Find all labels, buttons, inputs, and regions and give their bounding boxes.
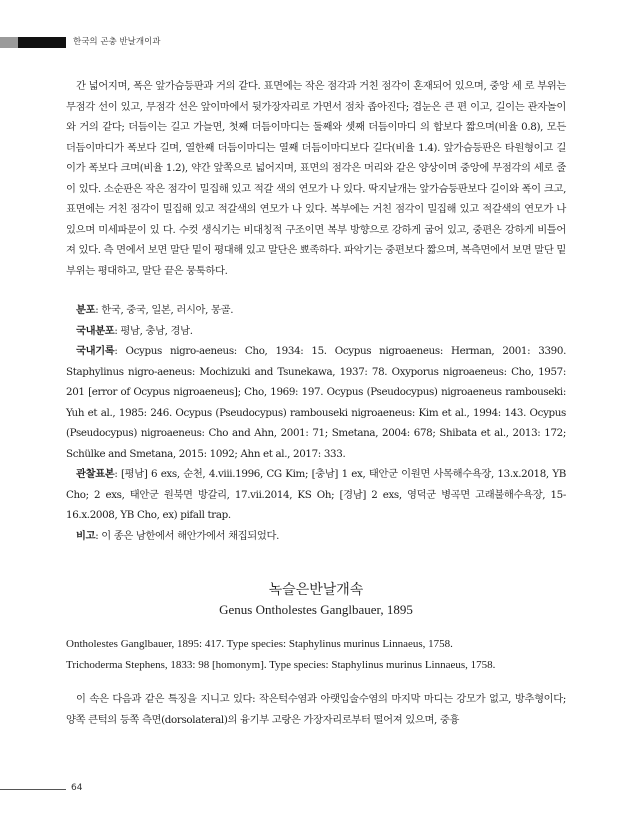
synonym-item: Trichoderma Stephens, 1833: 98 [homonym]. Type species: Staphylinus murinus Linnaeus, 1758. — [66, 658, 496, 671]
genus-description-text: 이 속은 다음과 같은 특징을 지니고 있다: 작은턱수염과 아랫입술수염의 마지막 마디는 강모가 없고, 방추형이다; 양쪽 큰턱의 등쪽 측면(dorsolateral)의 융기부 고랑은 가장자리로부터 떨어져 있으며, 중흉 — [66, 693, 566, 726]
genus-korean-title: 녹슬은반날개속 — [268, 582, 364, 598]
page-content — [66, 76, 566, 730]
footer-rule — [0, 789, 66, 790]
korean-records: 국내기록: Ocypus nigro-aeneus: Cho, 1934: 15. Ocypus nigroaeneus: Herman, 2001: 3390. Staphylinus nigro-aeneus: Mochizuki and Tsunekawa, 1937: 78. Oxyporus nigroaeneus: Cho, 1957: 201 [error of Ocypus nigroaeneus]; Cho, 1969: 197. Ocypus (Pseudocypus) nigroaeneus rambouseki: Yuh et al., 1985: 246. Ocypus (Pseudocypus) rambouseki nigroaeneus: Kim et al., 1994: 143. Ocypus (Pseudocypus) nigroaeneus: Cho and Ahn, 2001: 71; Smetana, 2004: 678; Shibata et al., 2013: 172; Schülke and Smetana, 2015: 1092; Ahn et al., 2017: 333. — [66, 345, 566, 460]
description-text: 간 넓어지며, 폭은 앞가슴등판과 거의 같다. 표면에는 작은 점각과 거친 점각이 혼재되어 있으며, 중앙 세 로 부위는 무점각 선이 있고, 무점각 선은 앞이마에서 뒷가장자리로 가면서 점차 좁아진다; 겹눈은 큰 편 이고, 길이는 관자놀이와 거의 같다; 더듬이는 길고 가늘면, 첫째 더듬이마디는 둘째와 셋째 더듬이마디 의 합보다 짧으며(비율 0.8), 모든 더듬이마디가 폭보다 길며, 열한째 더듬이마디는 열째 더듬이마디보다 길다(비율 1.4). 앞가슴등판은 타원형이고 길이가 폭보다 크며(비율 1.2), 약간 앞쪽으로 넓어지며, 표면의 점각은 머리와 같은 양상이며 중앙에 무점각의 세로 줄이 있다. 소순판은 작은 점각이 밀집해 있고 적갈 색의 연모가 나 있다. 딱지날개는 앞가슴등판보다 길이와 폭이 크고, 표면에는 거친 점각이 밀집해 있고 적갈색의 연모가 나 있다. 복부에는 거친 점각이 밀집해 있고 적갈색의 연모가 나 있으며 미세파문이 있 다. 수컷 생식기는 비대칭적 구조이면 복부 방향으로 강하게 굽어 있고, 중편은 강하게 비틀어져 있다. 측 면에서 보면 말단 밑이 평대해 있고 말단은 뾰족하다. 파악기는 중편보다 짧으며, 복측면에서 보면 말단 밑 부위는 평대하고, 말단 끝은 뭉툭하다. — [66, 80, 566, 277]
distribution: 분포: 한국, 중국, 일본, 러시아, 몽골. — [76, 304, 234, 316]
description-paragraph — [66, 76, 566, 281]
species-metadata — [66, 300, 566, 546]
running-header: 한국의 곤충 반날개이과 — [73, 37, 161, 47]
synonym-list — [66, 634, 566, 675]
genus-latin-title: Genus Ontholestes Ganglbauer, 1895 — [219, 602, 413, 617]
remarks: 비고: 이 종은 남한에서 해안가에서 채집되었다. — [76, 529, 280, 542]
header-accent-grey — [0, 37, 18, 48]
genus-description-paragraph — [66, 689, 566, 730]
header-accent-black — [18, 37, 66, 48]
korean-distribution: 국내분포: 평남, 충남, 경남. — [76, 324, 193, 337]
synonym-item: Ontholestes Ganglbauer, 1895: 417. Type species: Staphylinus murinus Linnaeus, 1758. — [66, 638, 453, 650]
page-number: 64 — [71, 783, 83, 793]
examined-specimens: 관찰표본: [평남] 6 exs, 순천, 4.viii.1996, CG Kim; [충남] 1 ex, 태안군 이원면 사목해수욕장, 13.x.2018, YB Cho; 2 exs, 태안군 원북면 방갈리, 17.vii.2014, KS Oh; [경남] 2 exs, 영덕군 병곡면 고래불해수욕장, 15-16.x.2008, YB Cho, ex) pifall trap. — [66, 468, 566, 521]
